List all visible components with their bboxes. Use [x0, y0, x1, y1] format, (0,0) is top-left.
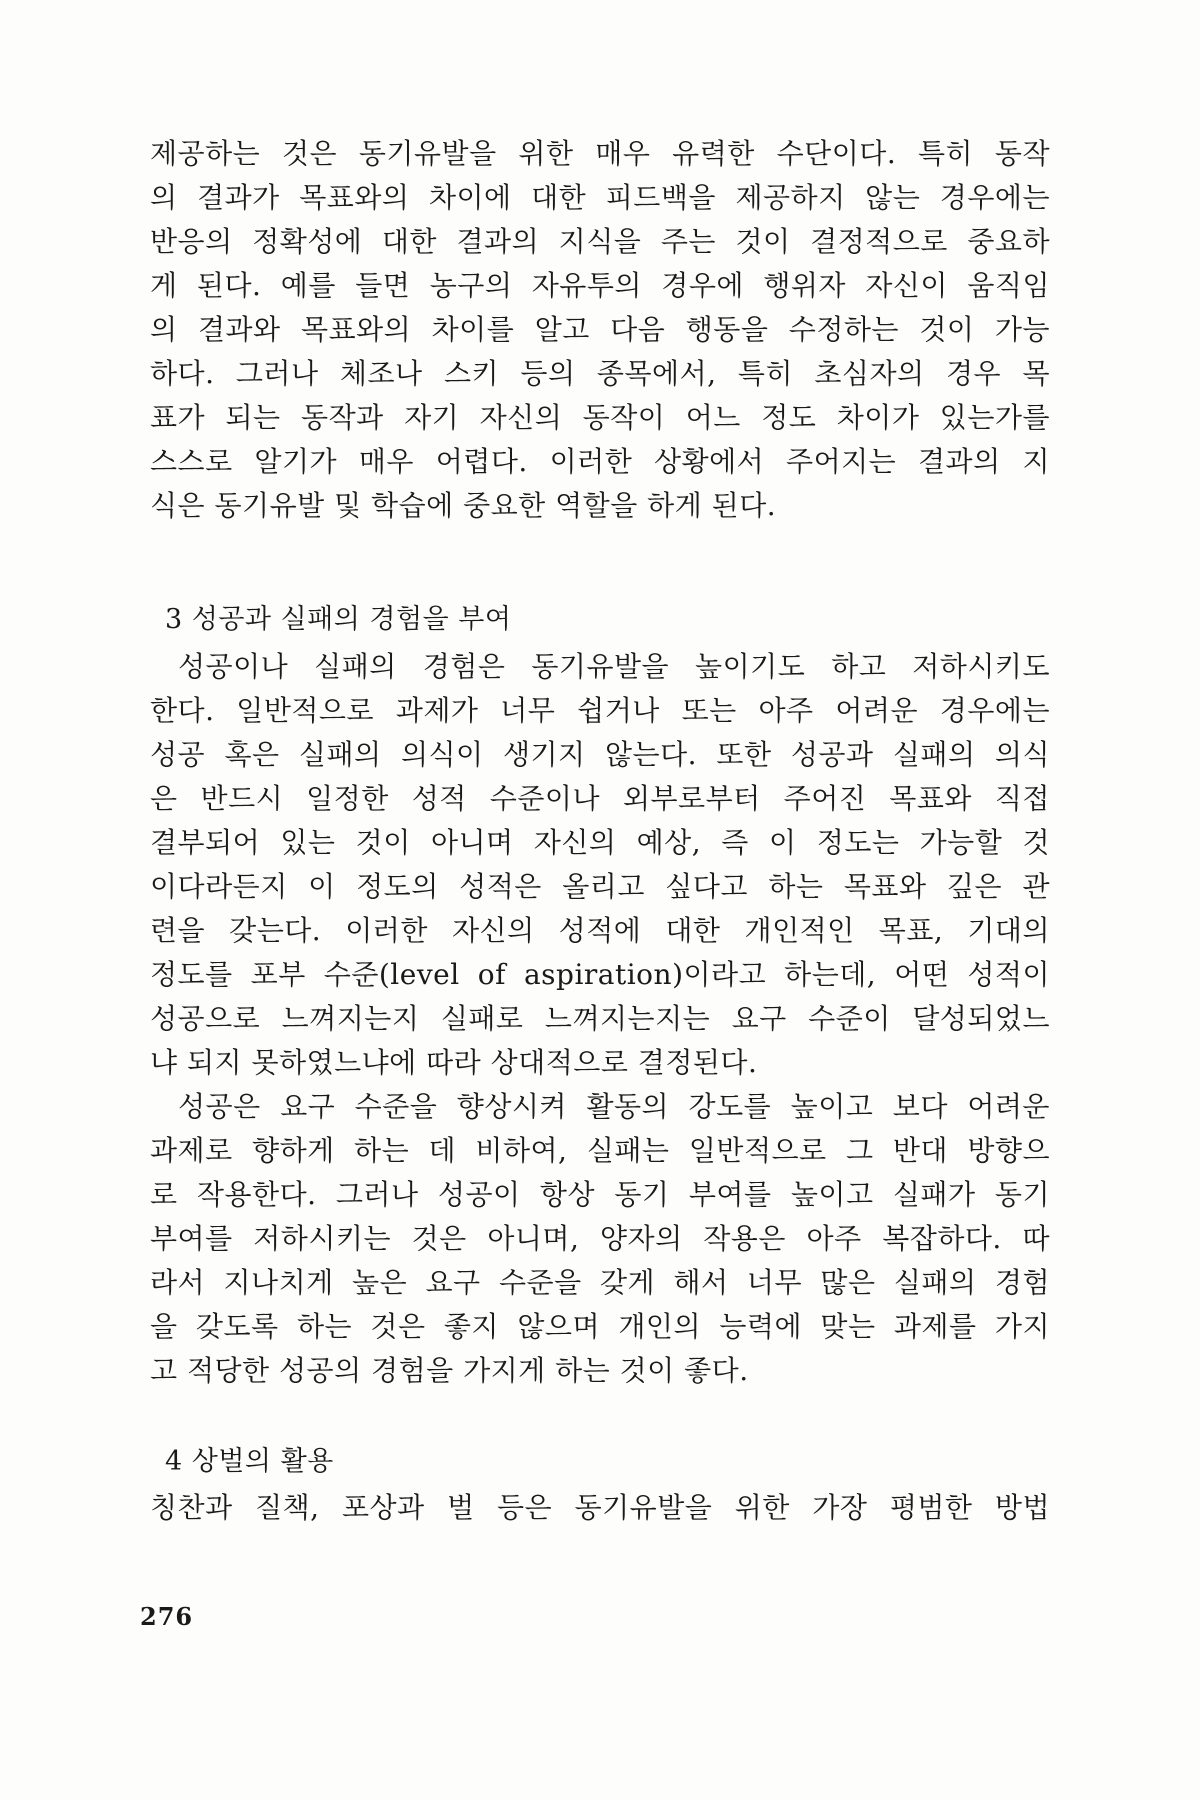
paragraph-3: [150, 1085, 1050, 1393]
text-line: 하다. 그러나 체조나 스키 등의 종목에서, 특히 초심자의 경우 목: [150, 357, 1050, 390]
text-line: 게 된다. 예를 들면 농구의 자유투의 경우에 행위자 자신이 움직임: [150, 269, 1050, 302]
text-line: 성공 혹은 실패의 의식이 생기지 않는다. 또한 성공과 실패의 의식: [150, 738, 1050, 771]
text-line: 성공으로 느껴지는지 실패로 느껴지는지는 요구 수준이 달성되었느: [150, 1002, 1050, 1035]
section-heading-3: 3 성공과 실패의 경험을 부여: [165, 604, 512, 635]
text-line: 의 결과와 목표와의 차이를 알고 다음 행동을 수정하는 것이 가능: [150, 313, 1050, 346]
text-line: 과제로 향하게 하는 데 비하여, 실패는 일반적으로 그 반대 방향으: [150, 1134, 1050, 1167]
text-line: 성공이나 실패의 경험은 동기유발을 높이기도 하고 저하시키도: [178, 650, 1050, 683]
text-line: 냐 되지 못하였느냐에 따라 상대적으로 결정된다.: [150, 1046, 758, 1079]
text-line: 반응의 정확성에 대한 결과의 지식을 주는 것이 결정적으로 중요하: [150, 225, 1050, 258]
text-line: 부여를 저하시키는 것은 아니며, 양자의 작용은 아주 복잡하다. 따: [150, 1222, 1050, 1255]
text-line: 련을 갖는다. 이러한 자신의 성적에 대한 개인적인 목표, 기대의: [150, 914, 1050, 947]
text-line: 고 적당한 성공의 경험을 가지게 하는 것이 좋다.: [150, 1354, 749, 1387]
text-line: 성공은 요구 수준을 향상시켜 활동의 강도를 높이고 보다 어려운: [178, 1090, 1050, 1123]
text-line: 라서 지나치게 높은 요구 수준을 갖게 해서 너무 많은 실패의 경험: [150, 1266, 1050, 1299]
text-line: 스스로 알기가 매우 어렵다. 이러한 상황에서 주어지는 결과의 지: [150, 445, 1050, 478]
text-line: 로 작용한다. 그러나 성공이 항상 동기 부여를 높이고 실패가 동기: [150, 1178, 1050, 1211]
page-number: 276: [140, 1602, 194, 1631]
text-line: 식은 동기유발 및 학습에 중요한 역할을 하게 된다.: [150, 489, 777, 522]
text-line: 표가 되는 동작과 자기 자신의 동작이 어느 정도 차이가 있는가를: [150, 401, 1050, 434]
text-line: 한다. 일반적으로 과제가 너무 쉽거나 또는 아주 어려운 경우에는: [150, 694, 1050, 727]
paragraph-4: [150, 1486, 1050, 1530]
text-line: 의 결과가 목표와의 차이에 대한 피드백을 제공하지 않는 경우에는: [150, 181, 1050, 214]
text-line: 은 반드시 일정한 성적 수준이나 외부로부터 주어진 목표와 직접: [150, 782, 1050, 815]
text-line: 제공하는 것은 동기유발을 위한 매우 유력한 수단이다. 특히 동작: [150, 137, 1050, 170]
text-line: 을 갖도록 하는 것은 좋지 않으며 개인의 능력에 맞는 과제를 가지: [150, 1310, 1050, 1343]
text-line: 칭찬과 질책, 포상과 벌 등은 동기유발을 위한 가장 평범한 방법: [150, 1491, 1050, 1524]
paragraph-1: [150, 132, 1050, 528]
text-line: 이다라든지 이 정도의 성적은 올리고 싶다고 하는 목표와 깊은 관: [150, 870, 1050, 903]
paragraph-2: [150, 645, 1050, 1085]
text-line: 결부되어 있는 것이 아니며 자신의 예상, 즉 이 정도는 가능할 것: [150, 826, 1050, 859]
text-line: 정도를 포부 수준(level of aspiration)이라고 하는데, 어떤 성적이: [150, 958, 1050, 991]
section-heading-4: 4 상벌의 활용: [165, 1446, 334, 1477]
